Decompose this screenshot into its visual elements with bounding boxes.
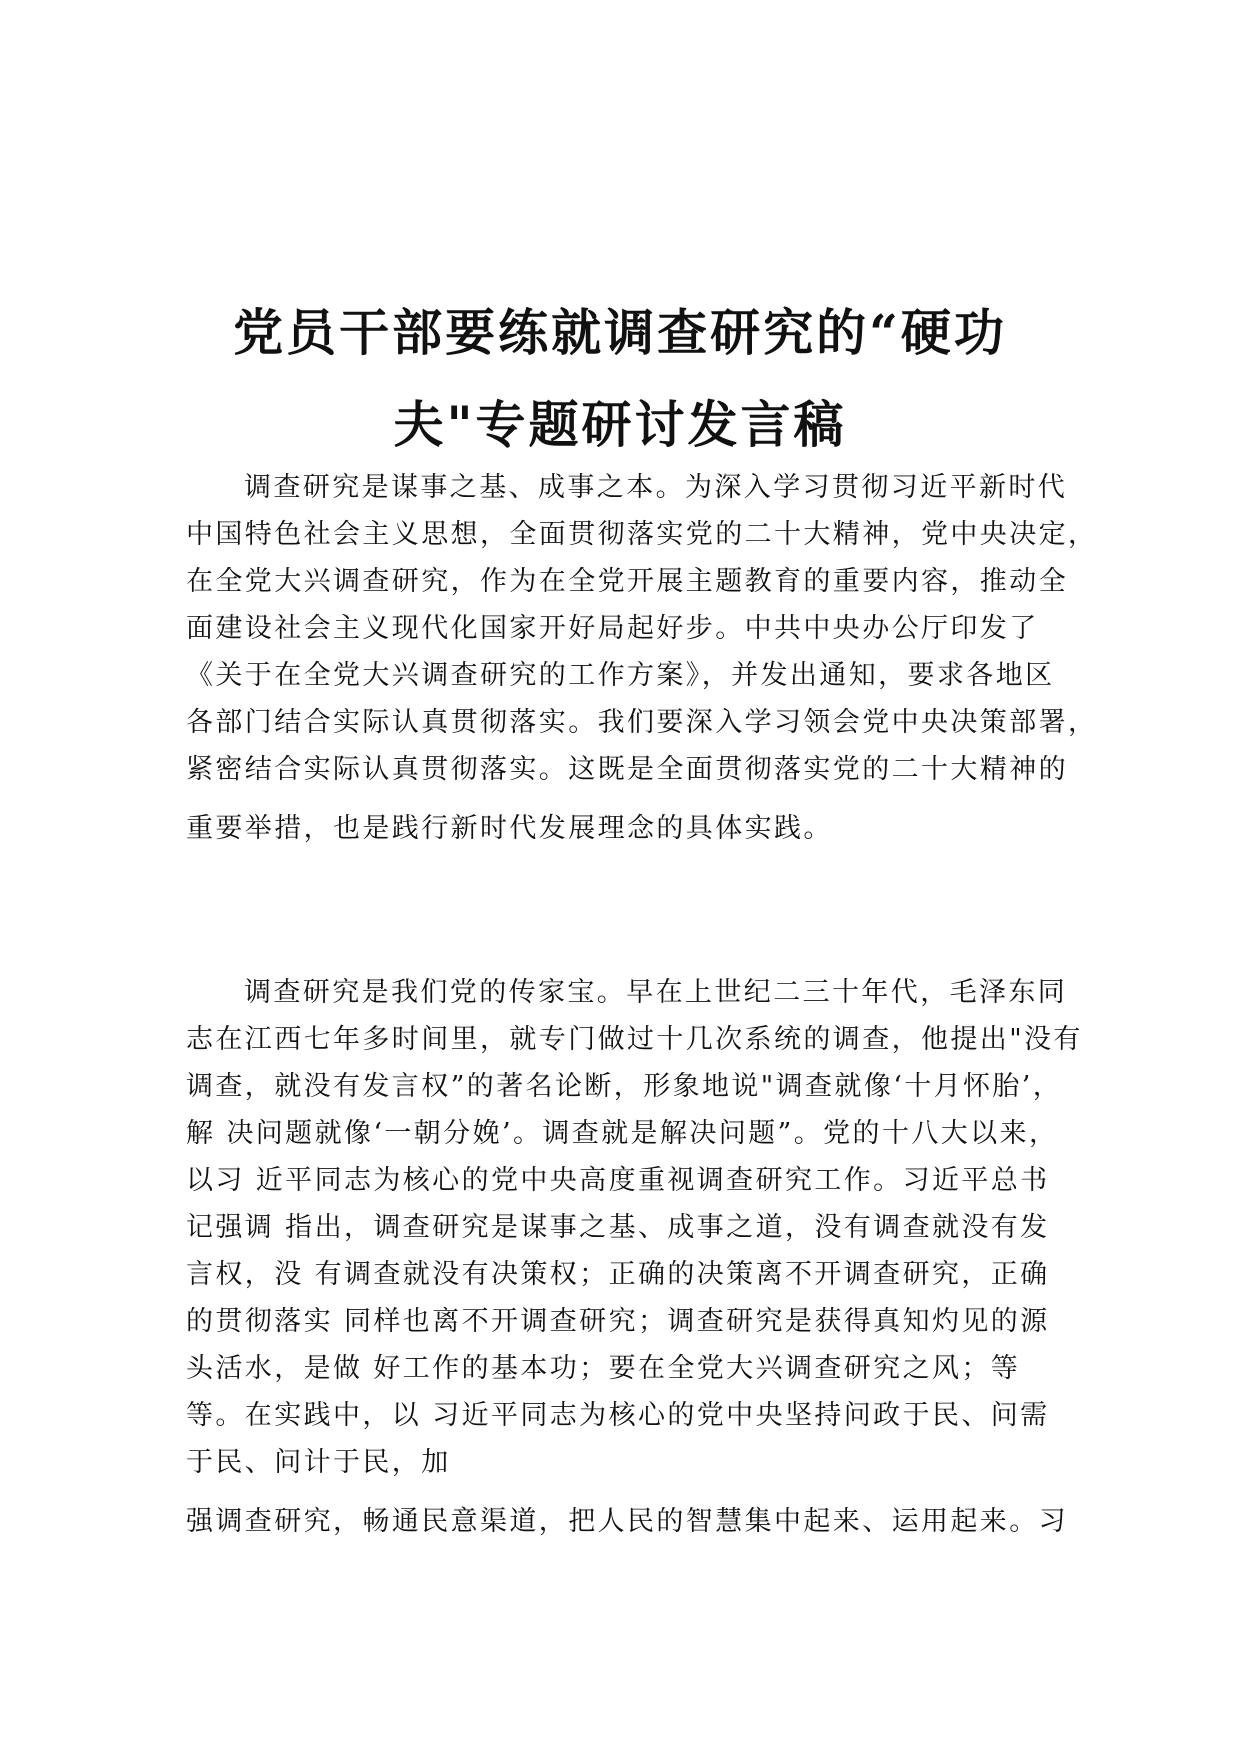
paragraph-1-line: 面建设社会主义现代化国家开好局起好步。中共中央办公厅印发了 [186,613,1039,644]
paragraph-1-line: 在全党大兴调查研究，作为在全党开展主题教育的重要内容，推动全 [186,566,1068,597]
paragraph-2-line: 调查研究是我们党的传家宝。早在上世纪二三十年代，毛泽东同 [244,977,1068,1008]
paragraph-2-line: 等。在实践中，以 习近平同志为核心的党中央坚持问政于民、问需 [186,1400,1050,1431]
paragraph-2-line: 以习 近平同志为核心的党中央高度重视调查研究工作。习近平总书 [186,1165,1050,1196]
paragraph-2-line: 言权，没 有调查就没有决策权；正确的决策离不开调查研究，正确 [186,1259,1050,1290]
paragraph-1-line: 中国特色社会主义思想，全面贯彻落实党的二十大精神，党中央决定， [186,519,1098,550]
paragraph-1-line: 重要举措，也是践行新时代发展理念的具体实践。 [186,813,833,844]
paragraph-2-line: 解 决问题就像‘一朝分娩’。调查就是解决问题”。党的十八大以来， [186,1118,1059,1149]
paragraph-2-line: 调查，就没有发言权”的著名论断，形象地说"调查就像‘十月怀胎’， [186,1071,1063,1102]
paragraph-2-line: 头活水，是做 好工作的基本功；要在全党大兴调查研究之风；等 [186,1353,1021,1384]
paragraph-2-line: 志在江西七年多时间里，就专门做过十几次系统的调查，他提出"没有 [186,1024,1083,1055]
paragraph-2-line: 记强调 指出，调查研究是谋事之基、成事之道，没有调查就没有发 [186,1212,1050,1243]
paragraph-2-line: 的贯彻落实 同样也离不开调查研究；调查研究是获得真知灼见的源 [186,1306,1050,1337]
paragraph-1-line: 各部门结合实际认真贯彻落实。我们要深入学习领会党中央决策部署， [186,707,1098,738]
paragraph-2-line: 于民、问计于民，加 [186,1447,451,1478]
paragraph-1-line: 《关于在全党大兴调查研究的工作方案》，并发出通知，要求各地区 [186,660,1055,691]
paragraph-2-line: 强调查研究，畅通民意渠道，把人民的智慧集中起来、运用起来。习 [186,1506,1068,1537]
paragraph-1-line: 调查研究是谋事之基、成事之本。为深入学习贯彻习近平新时代 [244,472,1068,503]
paragraph-1-line: 紧密结合实际认真贯彻落实。这既是全面贯彻落实党的二十大精神的 [186,754,1068,785]
document-title-line-2: 夫"专题研讨发言稿 [393,395,847,454]
document-title-line-1: 党员干部要练就调查研究的“硬功 [233,303,1007,362]
